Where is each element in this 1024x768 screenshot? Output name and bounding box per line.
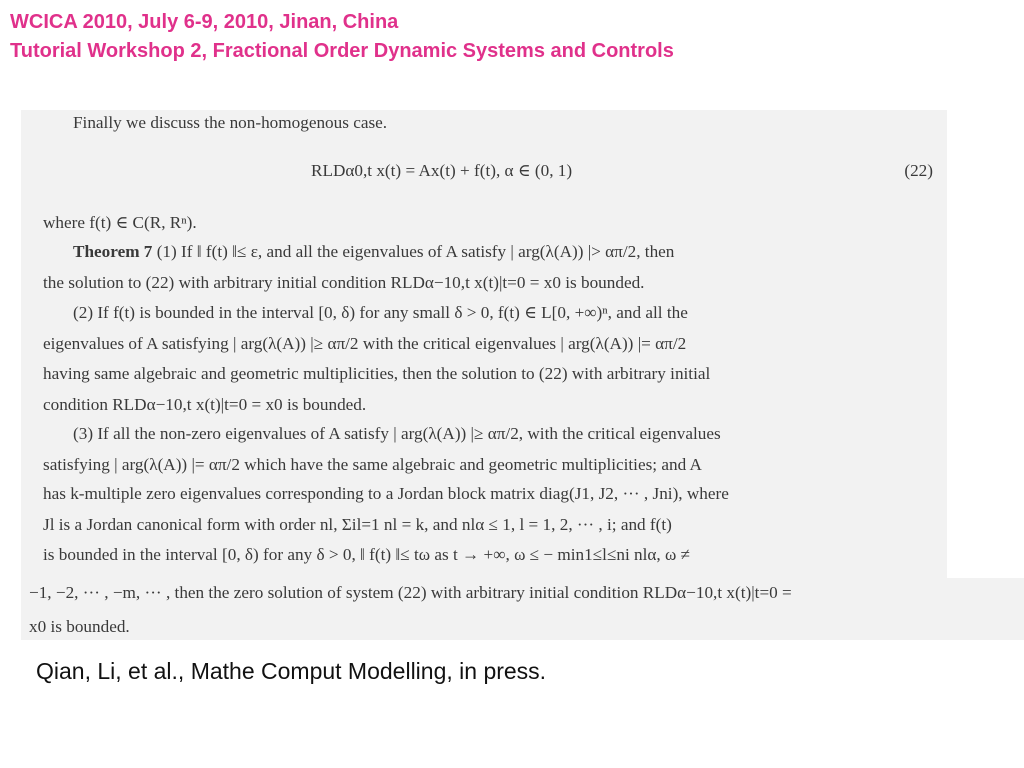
slide-header bbox=[10, 8, 674, 66]
theorem-line-2: the solution to (22) with arbitrary initial condition RLDα−10,t x(t)|t=0 = x0 is bounded. bbox=[43, 273, 645, 292]
theorem-part-1: (1) If ‖ f(t) ‖≤ ε, and all the eigenvalues of A satisfy | arg(λ(A)) |> απ/2, then bbox=[156, 242, 675, 261]
equation-text: RLDα0,t x(t) = Ax(t) + f(t), α ∈ (0, 1) bbox=[311, 161, 573, 180]
conference-title: WCICA 2010, July 6-9, 2010, Jinan, China bbox=[10, 11, 399, 33]
theorem-line-3: (2) If f(t) is bounded in the interval [0, δ) for any small δ > 0, f(t) ∈ L[0, +∞)ⁿ, and all the bbox=[73, 303, 688, 322]
theorem-line-5: having same algebraic and geometric multiplicities, then the solution to (22) with arbitrary initial bbox=[43, 364, 711, 383]
theorem-line-13: x0 is bounded. bbox=[29, 617, 130, 636]
scanned-paper-excerpt bbox=[21, 110, 947, 640]
theorem-line-6: condition RLDα−10,t x(t)|t=0 = x0 is bounded. bbox=[43, 395, 367, 414]
theorem-line-7: (3) If all the non-zero eigenvalues of A satisfy | arg(λ(A)) |≥ απ/2, with the critical eigenvalues bbox=[73, 424, 721, 443]
theorem-line-9: has k-multiple zero eigenvalues corresponding to a Jordan block matrix diag(J1, J2, ··· , Jni), where bbox=[43, 484, 729, 503]
theorem-line-4: eigenvalues of A satisfying | arg(λ(A)) |≥ απ/2 with the critical eigenvalues | arg(λ(A)) |= απ/2 bbox=[43, 334, 687, 353]
theorem-line-10: Jl is a Jordan canonical form with order nl, Σil=1 nl = k, and nlα ≤ 1, l = 1, 2, ··· , i; and f(t) bbox=[43, 515, 672, 534]
workshop-title: Tutorial Workshop 2, Fractional Order Dynamic Systems and Controls bbox=[10, 40, 674, 62]
theorem-line-1 bbox=[73, 241, 674, 263]
theorem-line-8: satisfying | arg(λ(A)) |= απ/2 which have the same algebraic and geometric multiplicities; and A bbox=[43, 455, 702, 474]
intro-text: Finally we discuss the non-homogenous case. bbox=[73, 113, 388, 132]
theorem-line-11: is bounded in the interval [0, δ) for any δ > 0, ‖ f(t) ‖≤ tω as t → +∞, ω ≤ − min1≤l≤ni nlα, ω ≠ bbox=[43, 545, 691, 564]
equation-22 bbox=[311, 160, 941, 182]
theorem-line-12: −1, −2, ··· , −m, ··· , then the zero solution of system (22) with arbitrary initial condition RLDα−10,t x(t)|t=0 = bbox=[29, 583, 792, 602]
equation-number: (22) bbox=[904, 161, 933, 180]
scanned-paper-overflow bbox=[21, 578, 1024, 640]
citation: Qian, Li, et al., Mathe Comput Modelling, in press. bbox=[36, 658, 547, 684]
where-clause: where f(t) ∈ C(R, Rⁿ). bbox=[43, 213, 197, 232]
theorem-label: Theorem 7 bbox=[73, 242, 153, 261]
